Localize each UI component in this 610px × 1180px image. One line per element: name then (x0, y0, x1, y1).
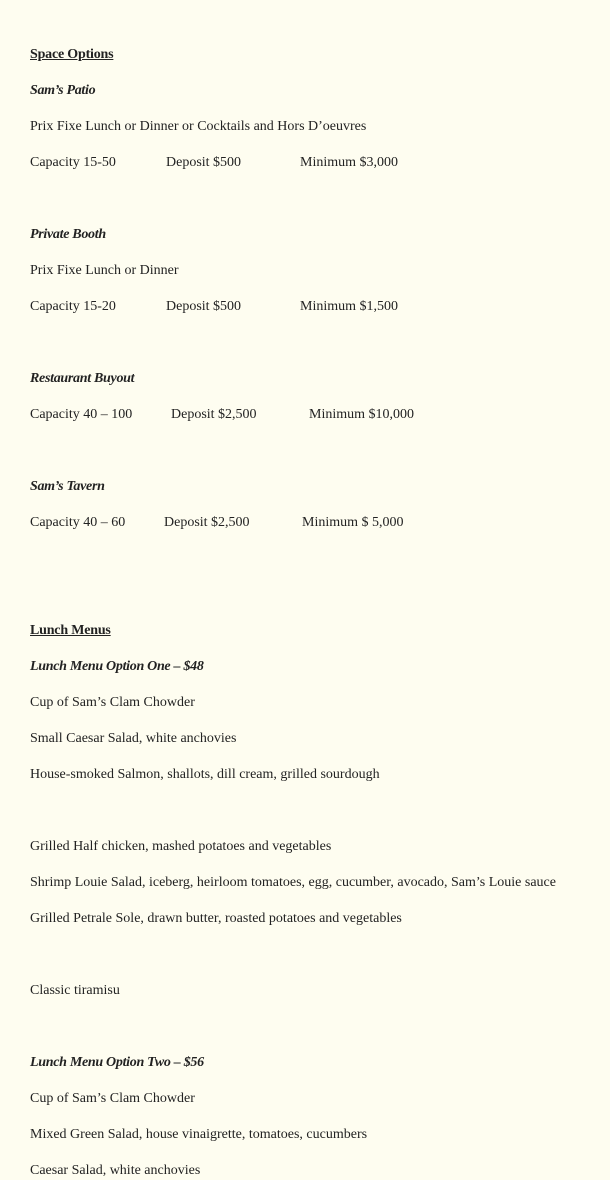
menu-item: Cup of Sam’s Clam Chowder (30, 695, 195, 710)
menu-item: Caesar Salad, white anchovies (30, 1163, 201, 1178)
booth-heading: Private Booth (30, 227, 106, 242)
patio-deposit: Deposit $500 (166, 155, 242, 170)
booth-description: Prix Fixe Lunch or Dinner (30, 263, 179, 278)
buyout-details (30, 406, 590, 424)
tavern-capacity: Capacity 40 – 60 (30, 515, 126, 530)
booth-capacity: Capacity 15-20 (30, 299, 116, 314)
booth-minimum: Minimum $1,500 (300, 299, 399, 314)
booth-deposit: Deposit $500 (166, 299, 242, 314)
menu-item: Grilled Half chicken, mashed potatoes and vegetables (30, 839, 332, 854)
menu-item: Shrimp Louie Salad, iceberg, heirloom tomatoes, egg, cucumber, avocado, Sam’s Louie sauce (30, 875, 556, 890)
patio-capacity: Capacity 15-50 (30, 155, 116, 170)
booth-details (30, 298, 590, 316)
menu-item: Small Caesar Salad, white anchovies (30, 731, 237, 746)
tavern-heading: Sam’s Tavern (30, 479, 105, 494)
tavern-deposit: Deposit $2,500 (164, 515, 250, 530)
buyout-deposit: Deposit $2,500 (171, 407, 257, 422)
tavern-details (30, 514, 590, 532)
patio-details (30, 154, 590, 172)
patio-minimum: Minimum $3,000 (300, 155, 399, 170)
space-options-title: Space Options (30, 47, 114, 62)
menu-item: Mixed Green Salad, house vinaigrette, tomatoes, cucumbers (30, 1127, 368, 1142)
lunch-option-one-heading: Lunch Menu Option One – $48 (30, 659, 204, 674)
patio-heading: Sam’s Patio (30, 83, 96, 98)
menu-item: Cup of Sam’s Clam Chowder (30, 1091, 195, 1106)
lunch-option-two-heading: Lunch Menu Option Two – $56 (30, 1055, 204, 1070)
buyout-heading: Restaurant Buyout (30, 371, 135, 386)
menu-item: Classic tiramisu (30, 983, 120, 998)
buyout-capacity: Capacity 40 – 100 (30, 407, 133, 422)
lunch-menus-title: Lunch Menus (30, 623, 111, 638)
buyout-minimum: Minimum $10,000 (309, 407, 415, 422)
tavern-minimum: Minimum $ 5,000 (302, 515, 404, 530)
menu-item: Grilled Petrale Sole, drawn butter, roasted potatoes and vegetables (30, 911, 402, 926)
menu-item: House-smoked Salmon, shallots, dill cream, grilled sourdough (30, 767, 380, 782)
patio-description: Prix Fixe Lunch or Dinner or Cocktails and Hors D’oeuvres (30, 119, 367, 134)
